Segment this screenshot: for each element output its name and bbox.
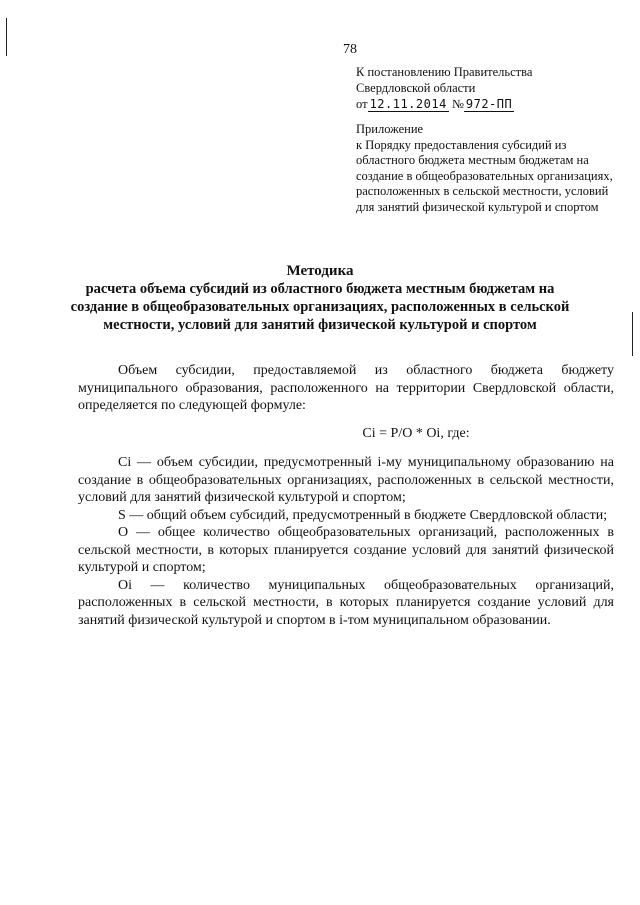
decree-line-2: Свердловской области bbox=[356, 81, 476, 95]
document-body bbox=[78, 362, 614, 629]
definition-s: S — общий объем субсидий, предусмотренный в бюджете Свердловской области; bbox=[118, 507, 608, 523]
heading-subtitle: расчета объема субсидий из областного бюджета местным бюджетам на создание в общеобразовательных организациях, расположенных в сельской местности, условий для занятий физической культурой и спортом bbox=[70, 281, 570, 333]
decree-line-1: К постановлению Правительства bbox=[356, 65, 533, 79]
decree-reference bbox=[356, 64, 626, 112]
annex-title: Приложение bbox=[356, 122, 424, 136]
annex-block bbox=[356, 122, 618, 215]
definition-oi: Oi — количество муниципальных общеобразовательных организаций, расположенных в сельской местности, в которых планируется создание условий для занятий физической культурой и спортом в i-том муниципальном образовании. bbox=[78, 577, 614, 628]
decree-number: 972-ПП bbox=[465, 97, 513, 111]
decree-number-prefix: № bbox=[451, 97, 464, 111]
definition-ci: Ci — объем субсидии, предусмотренный i-му муниципальному образованию на создание в общеобразовательных организациях, расположенных в сельской местности, условий для занятий физической культурой и спортом; bbox=[78, 455, 614, 505]
annex-text: к Порядку предоставления субсидий из областного бюджета местным бюджетам на создание в общеобразовательных организациях, расположенных в сельской местности, условий для занятий физической культурой и спортом bbox=[356, 137, 613, 214]
decree-date-prefix: от bbox=[356, 97, 368, 111]
formula: Ci = P/O * Oi, где: bbox=[362, 425, 470, 441]
intro-paragraph: Объем субсидии, предоставляемой из областного бюджета бюджету муниципального образования, расположенного на территории Свердловской области, определяется по следующей формуле: bbox=[78, 363, 614, 413]
definition-o: O — общее количество общеобразовательных организаций, расположенных в сельской местности, в которых планируется создание условий для занятий физической культурой и спортом; bbox=[78, 525, 614, 575]
decree-date-line bbox=[356, 96, 626, 112]
page-number: 78 bbox=[343, 42, 357, 57]
document-heading bbox=[60, 262, 580, 334]
decree-date: 12.11.2014 bbox=[369, 97, 447, 111]
heading-title: Методика bbox=[286, 263, 354, 279]
scan-edge-mark bbox=[632, 312, 633, 356]
